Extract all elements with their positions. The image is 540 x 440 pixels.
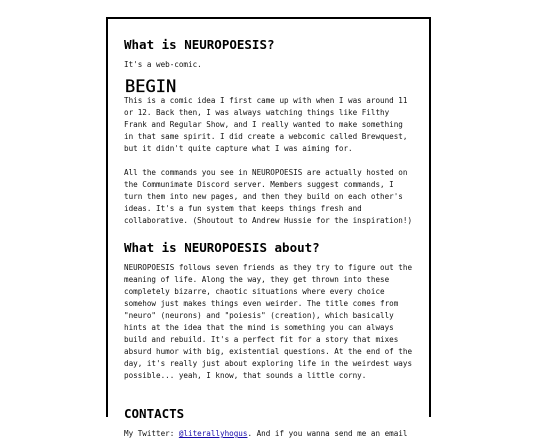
content-panel [106,17,431,438]
origin-paragraph: This is a comic idea I first came up with when I was around 11 or 12. Back then, I was always watching things like Filthy Frank and Regular Show, and I really wanted to make something in that same spirit. I did create a webcomic called Brewquest, but it didn't quite capture what I was aiming for. [124,96,408,153]
about-paragraph: NEUROPOESIS follows seven friends as they try to figure out the meaning of life. Along the way, they get thrown into these completely bizarre, chaotic situations where every choice somehow just makes things even weirder. The title comes from "neuro" (neurons) and "poiesis" (creation), which basically hints at the idea that the mind is something you can always build and rebuild. It's a perfect fit for a story that mixes absurd humor with big, existential questions. At the end of the day, it's really just about exploring life in the weirdest ways possible... yeah, I know, that sounds a little corny. [124,263,413,380]
about-section [124,240,413,382]
commands-paragraph: All the commands you see in NEUROPOESIS are actually hosted on the Communimate Discord server. Members suggest commands, I turn them into new pages, and then they build on each other's ideas. It's a fun system that keeps things fresh and collaborative. (Shoutout to Andrew Hussie for the inspiration!) [124,168,413,225]
contacts-line [124,428,413,440]
twitter-prefix: My Twitter: [124,429,179,438]
section-heading-contacts: CONTACTS [124,406,185,421]
begin-logo-text: BEGIN [125,77,177,97]
section-heading-about: What is NEUROPOESIS about? [124,240,320,255]
twitter-link[interactable]: @literallyhogus [178,429,248,438]
intro-text: It's a web-comic. [124,60,202,69]
section-heading-what-is: What is NEUROPOESIS? [124,37,275,52]
begin-logo [124,77,188,95]
paragraph-gap [124,155,413,167]
email-text: . And if you wanna send me an email [247,429,408,438]
contacts-section [124,406,413,440]
